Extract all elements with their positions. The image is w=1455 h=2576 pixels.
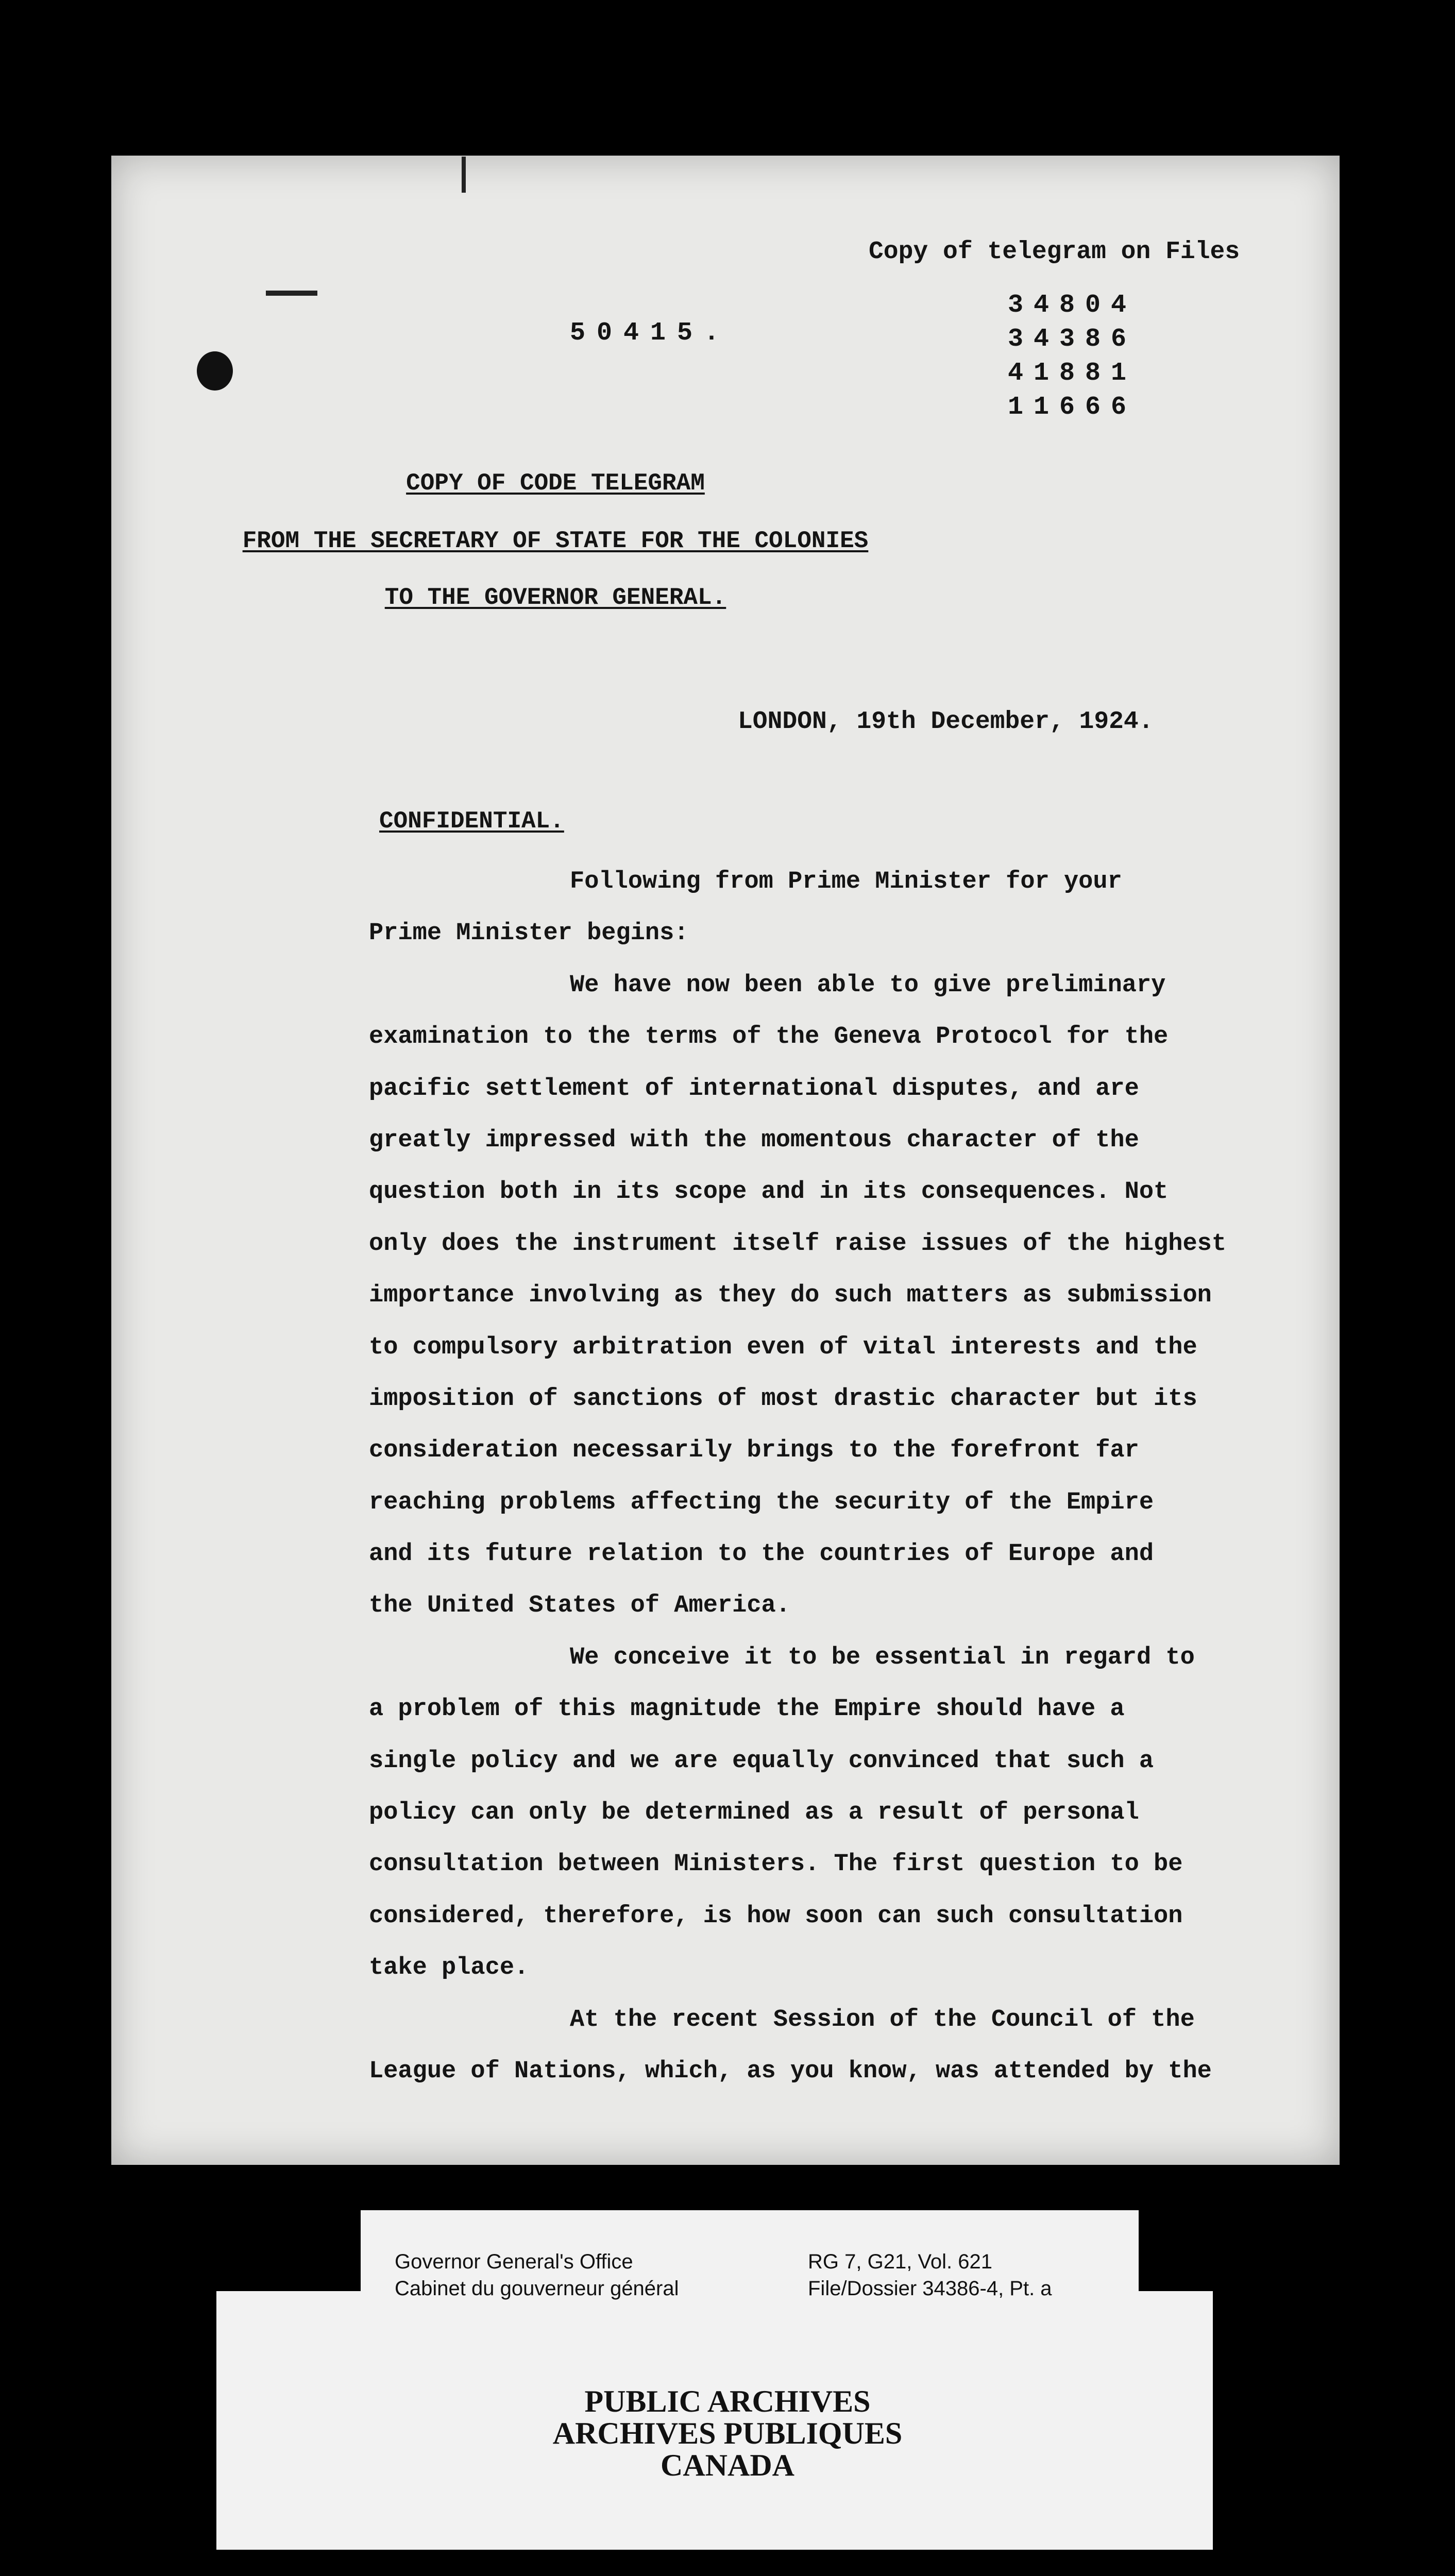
telegram-line: We have now been able to give preliminary bbox=[570, 971, 1166, 999]
telegram-line: consideration necessarily brings to the forefront far bbox=[369, 1437, 1139, 1465]
telegram-line: single policy and we are equally convinced that such a bbox=[369, 1747, 1154, 1775]
telegram-line: imposition of sanctions of most drastic character but its bbox=[369, 1385, 1197, 1413]
telegram-line: We conceive it to be essential in regard to bbox=[570, 1643, 1195, 1671]
telegram-line: only does the instrument itself raise issues of the highest bbox=[369, 1230, 1227, 1258]
ink-mark bbox=[462, 157, 466, 193]
telegram-line: At the recent Session of the Council of the bbox=[570, 2006, 1195, 2033]
telegram-line: consultation between Ministers. The first question to be bbox=[369, 1851, 1183, 1878]
file-number: 34804 bbox=[1008, 291, 1137, 320]
archive-title bbox=[0, 2385, 1455, 2481]
telegram-line: considered, therefore, is how soon can such consultation bbox=[369, 1902, 1183, 1930]
heading-line bbox=[0, 470, 1170, 497]
heading-text: COPY OF CODE TELEGRAM bbox=[406, 470, 705, 497]
heading-line bbox=[0, 528, 1170, 554]
heading-text: FROM THE SECRETARY OF STATE FOR THE COLONIES bbox=[242, 528, 869, 554]
file-number-list bbox=[1008, 291, 1162, 427]
telegram-line: greatly impressed with the momentous character of the bbox=[369, 1126, 1139, 1154]
office-name-fr: Cabinet du gouverneur général bbox=[395, 2277, 679, 2300]
reference-number: 50415. bbox=[570, 318, 731, 348]
telegram-line: to compulsory arbitration even of vital interests and the bbox=[369, 1333, 1197, 1361]
telegram-line: examination to the terms of the Geneva Protocol for the bbox=[369, 1023, 1169, 1051]
telegram-body bbox=[369, 856, 1348, 2097]
archive-title-line: ARCHIVES PUBLIQUES bbox=[552, 2416, 903, 2450]
archive-title-line: CANADA bbox=[661, 2448, 794, 2482]
ink-mark bbox=[266, 291, 317, 296]
telegram-line: policy can only be determined as a result of personal bbox=[369, 1799, 1139, 1827]
file-label: Copy of telegram on Files bbox=[869, 238, 1240, 266]
telegram-line: a problem of this magnitude the Empire should have a bbox=[369, 1696, 1125, 1723]
archive-title-line: PUBLIC ARCHIVES bbox=[584, 2384, 871, 2418]
telegram-line: and its future relation to the countries of Europe and bbox=[369, 1540, 1154, 1568]
telegram-line: Following from Prime Minister for your bbox=[570, 868, 1122, 895]
telegram-line: importance involving as they do such matters as submission bbox=[369, 1282, 1212, 1310]
telegram-line: take place. bbox=[369, 1954, 529, 1982]
document-page bbox=[111, 156, 1340, 2165]
file-number: 41881 bbox=[1008, 359, 1137, 388]
record-group: RG 7, G21, Vol. 621 bbox=[808, 2250, 992, 2273]
heading-line bbox=[0, 584, 1170, 611]
telegram-line: pacific settlement of international disputes, and are bbox=[369, 1075, 1139, 1103]
telegram-line: question both in its scope and in its consequences. Not bbox=[369, 1178, 1169, 1206]
telegram-line: the United States of America. bbox=[369, 1592, 790, 1620]
heading-text: TO THE GOVERNOR GENERAL. bbox=[384, 584, 726, 611]
telegram-line: Prime Minister begins: bbox=[369, 920, 689, 947]
office-name-en: Governor General's Office bbox=[395, 2250, 633, 2273]
file-number: 34386 bbox=[1008, 325, 1137, 354]
punch-hole-mark bbox=[197, 351, 233, 391]
telegram-line: League of Nations, which, as you know, was attended by the bbox=[369, 2057, 1212, 2085]
file-dossier: File/Dossier 34386-4, Pt. a bbox=[808, 2277, 1052, 2300]
telegram-line: reaching problems affecting the security of the Empire bbox=[369, 1488, 1154, 1516]
file-number: 11666 bbox=[1008, 393, 1137, 422]
confidential-label: CONFIDENTIAL. bbox=[379, 808, 564, 835]
date-line: LONDON, 19th December, 1924. bbox=[738, 708, 1154, 736]
